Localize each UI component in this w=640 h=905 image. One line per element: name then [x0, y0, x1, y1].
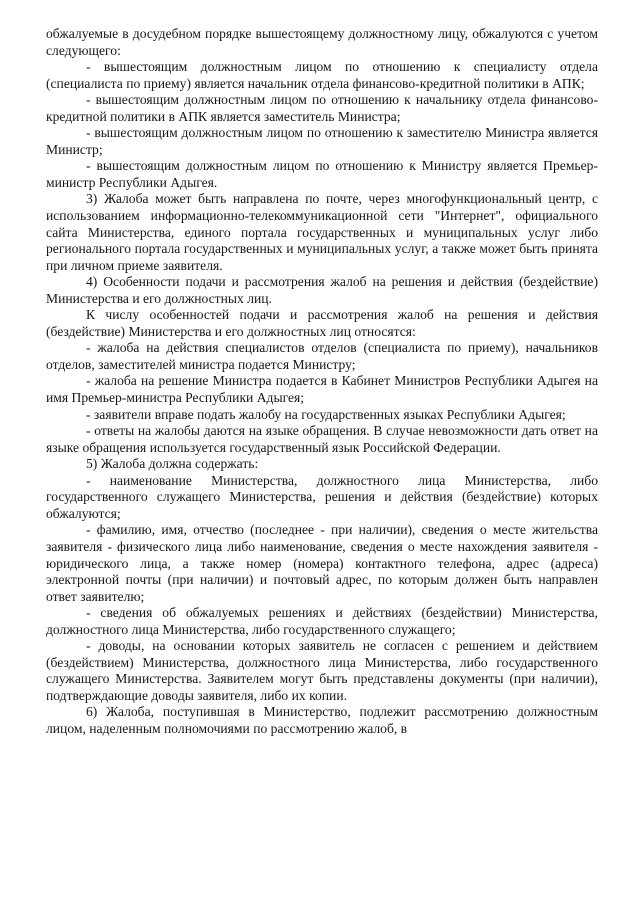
paragraph: обжалуемые в досудебном порядке вышестоящему должностному лицу, обжалуются с учетом следующего: [46, 26, 598, 58]
paragraph: - вышестоящим должностным лицом по отношению к начальнику отдела финансово-кредитной политики в АПК является заместитель Министра; [46, 92, 598, 124]
paragraph: - сведения об обжалуемых решениях и действиях (бездействии) Министерства, должностного лица Министерства, либо государственного служащего; [46, 605, 598, 637]
paragraph: - жалоба на решение Министра подается в Кабинет Министров Республики Адыгея на имя Премьер-министра Республики Адыгея; [46, 373, 598, 406]
paragraph: - заявители вправе подать жалобу на государственных языках Республики Адыгея; [86, 406, 566, 422]
paragraph: - наименование Министерства, должностного лица Министерства, либо государственного служащего Министерства, решения и действия (бездействие) которых обжалуются; [46, 472, 598, 521]
paragraph: К числу особенностей подачи и рассмотрения жалоб на решения и действия (бездействие) Министерства и его должностных лиц относятся: [46, 307, 598, 339]
paragraph: 3) Жалоба может быть направлена по почте, через многофункциональный центр, с использованием информационно-телекоммуникационной сети "Интернет", официального сайта Министерства, единого портала государственных и муниципальных услуг либо регионального портала государственных и муниципальных услуг, а также может быть принята при личном приеме заявителя. [46, 191, 598, 273]
paragraph: - доводы, на основании которых заявитель не согласен с решением и действием (бездействием) Министерства, должностного лица Министерства, либо государственного служащего Министерства. Заявителем могут быть представлены документы (при наличии), подтверждающие доводы заявителя, либо их копии. [46, 638, 598, 703]
paragraph: - вышестоящим должностным лицом по отношению к специалисту отдела (специалиста по приему) является начальник отдела финансово-кредитной политики в АПК; [46, 59, 598, 91]
paragraph: - фамилию, имя, отчество (последнее - при наличии), сведения о месте жительства заявителя - физического лица либо наименование, сведения о месте нахождения заявителя - юридического лица, а также номер (номера) контактного телефона, адрес (адреса) электронной почты (при наличии) и почтовый адрес, по которым должен быть направлен ответ заявителю; [46, 522, 598, 604]
document-page [46, 26, 598, 738]
paragraph: 5) Жалоба должна содержать: [86, 456, 259, 472]
paragraph: 4) Особенности подачи и рассмотрения жалоб на решения и действия (бездействие) Министерства и его должностных лиц. [46, 274, 598, 306]
paragraph: 6) Жалоба, поступившая в Министерство, подлежит рассмотрению должностным лицом, наделенным полномочиями по рассмотрению жалоб, в [46, 704, 598, 736]
paragraph: - ответы на жалобы даются на языке обращения. В случае невозможности дать ответ на языке обращения используется государственный язык Российской Федерации. [46, 423, 598, 455]
paragraph: - жалоба на действия специалистов отделов (специалиста по приему), начальников отделов, заместителей министра подается Министру; [46, 340, 598, 372]
paragraph: - вышестоящим должностным лицом по отношению к Министру является Премьер-министр Республики Адыгея. [46, 158, 598, 190]
paragraph: - вышестоящим должностным лицом по отношению к заместителю Министра является Министр; [46, 125, 598, 157]
